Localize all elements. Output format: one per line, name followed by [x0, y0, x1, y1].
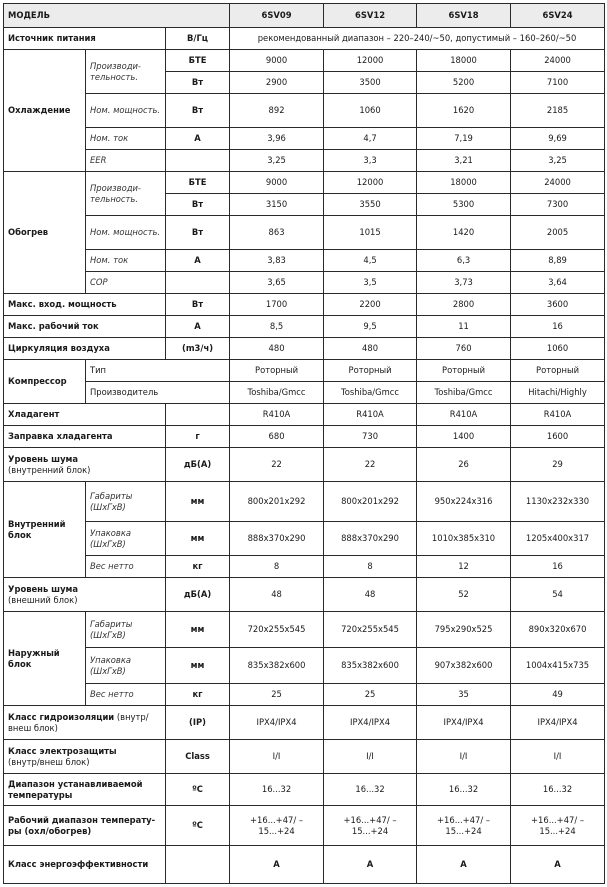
cell: 26	[417, 448, 511, 482]
cell: 5200	[417, 72, 511, 94]
outdoor-weight-row	[4, 684, 605, 706]
row-label: EER	[86, 150, 166, 172]
model-name: 6SV12	[324, 4, 417, 28]
cell: I/I	[417, 740, 511, 774]
cell: R410A	[230, 404, 324, 426]
indoor-dims-row	[4, 482, 605, 522]
row-label: Вес нетто	[86, 684, 166, 706]
cell: 9,5	[324, 316, 417, 338]
cell: 24000	[511, 50, 605, 72]
cell: 54	[511, 578, 605, 612]
cell: 8,5	[230, 316, 324, 338]
waterproof-sub: (внутр/внеш блок)	[8, 711, 149, 733]
unit: Вт	[166, 294, 230, 316]
cell: 2900	[230, 72, 324, 94]
header-row	[4, 4, 605, 28]
unit: БТЕ	[166, 172, 230, 194]
compressor-type-row	[4, 360, 605, 382]
cell: +16...+47/ –15...+24	[324, 806, 417, 846]
cell: 1620	[417, 94, 511, 128]
unit: А	[166, 128, 230, 150]
cell: Роторный	[230, 360, 324, 382]
cell: 1010x385x310	[417, 522, 511, 556]
cell: 25	[230, 684, 324, 706]
noise-in-sub: (внутренний блок)	[8, 464, 91, 475]
indoor-pack-row	[4, 522, 605, 556]
unit: мм	[166, 482, 230, 522]
cell: R410A	[417, 404, 511, 426]
cell: A	[324, 846, 417, 884]
row-label: Циркуляция воздуха	[4, 338, 166, 360]
cell: Toshiba/Gmcc	[230, 382, 324, 404]
cell: 9000	[230, 50, 324, 72]
row-label	[4, 448, 166, 482]
row-label: Заправка хладагента	[4, 426, 166, 448]
cell: 3550	[324, 194, 417, 216]
waterproof-row	[4, 706, 605, 740]
cell: 35	[417, 684, 511, 706]
empty-unit	[166, 846, 230, 884]
cell: 52	[417, 578, 511, 612]
cell: 835x382x600	[230, 648, 324, 684]
work-range-row	[4, 806, 605, 846]
cell: 4,7	[324, 128, 417, 150]
cell: 3,5	[324, 272, 417, 294]
noise-in-row	[4, 448, 605, 482]
cooling-power-row	[4, 94, 605, 128]
cell: A	[417, 846, 511, 884]
row-label	[4, 706, 166, 740]
model-label: МОДЕЛЬ	[4, 4, 230, 28]
row-label: Хладагент	[4, 404, 166, 426]
row-label: Ном. мощность.	[86, 94, 166, 128]
electric-title: Класс электрозащиты	[8, 745, 117, 756]
cell: 1205x400x317	[511, 522, 605, 556]
cell: 16	[511, 316, 605, 338]
row-label	[4, 578, 166, 612]
refrigerant-row	[4, 404, 605, 426]
model-name: 6SV24	[511, 4, 605, 28]
cell: I/I	[511, 740, 605, 774]
unit: дБ(А)	[166, 578, 230, 612]
unit: Вт	[166, 216, 230, 250]
row-label: Ном. мощность.	[86, 216, 166, 250]
cell: Роторный	[417, 360, 511, 382]
cell: 12000	[324, 172, 417, 194]
empty-unit	[166, 272, 230, 294]
noise-out-sub: (внешний блок)	[8, 594, 78, 605]
cell: 12000	[324, 50, 417, 72]
cell: 3,65	[230, 272, 324, 294]
row-label: Макс. рабочий ток	[4, 316, 166, 338]
cell: 3,21	[417, 150, 511, 172]
cell: 720x255x545	[230, 612, 324, 648]
heating-label: Обогрев	[4, 172, 86, 294]
cell: 680	[230, 426, 324, 448]
unit: мм	[166, 648, 230, 684]
charge-row	[4, 426, 605, 448]
cell: 18000	[417, 172, 511, 194]
unit: БТЕ	[166, 50, 230, 72]
noise-in-title: Уровень шума	[8, 453, 79, 464]
unit: Вт	[166, 194, 230, 216]
compressor-label: Компрессор	[4, 360, 86, 404]
noise-out-row	[4, 578, 605, 612]
cell: IPX4/IPX4	[324, 706, 417, 740]
cell: 8	[230, 556, 324, 578]
cell: 3150	[230, 194, 324, 216]
cell: 760	[417, 338, 511, 360]
cell: 3,25	[230, 150, 324, 172]
compressor-maker-row	[4, 382, 605, 404]
unit: г	[166, 426, 230, 448]
cell: 863	[230, 216, 324, 250]
cell: 3,83	[230, 250, 324, 272]
row-label: Упаковка (ШхГхВ)	[86, 648, 166, 684]
cell: +16...+47/ –15...+24	[417, 806, 511, 846]
unit: мм	[166, 612, 230, 648]
cell: 3,64	[511, 272, 605, 294]
unit: Вт	[166, 94, 230, 128]
cell: 800x201x292	[230, 482, 324, 522]
cell: 3,25	[511, 150, 605, 172]
cell: 24000	[511, 172, 605, 194]
cell: 4,5	[324, 250, 417, 272]
cell: R410A	[324, 404, 417, 426]
row-label: Габариты (ШхГхВ)	[86, 482, 166, 522]
unit: Вт	[166, 72, 230, 94]
temp-range-row	[4, 774, 605, 806]
row-label	[4, 740, 166, 774]
indoor-label: Внутренний блок	[4, 482, 86, 578]
cell: 950x224x316	[417, 482, 511, 522]
cell: 22	[324, 448, 417, 482]
max-current-row	[4, 316, 605, 338]
cell: 12	[417, 556, 511, 578]
cell: 890x320x670	[511, 612, 605, 648]
cell: 25	[324, 684, 417, 706]
unit: кг	[166, 684, 230, 706]
empty-unit	[166, 404, 230, 426]
cell: 49	[511, 684, 605, 706]
unit: (m3/ч)	[166, 338, 230, 360]
cell: R410A	[511, 404, 605, 426]
cell: 2185	[511, 94, 605, 128]
model-name: 6SV18	[417, 4, 511, 28]
cell: 16...32	[511, 774, 605, 806]
cell: 892	[230, 94, 324, 128]
empty-unit	[166, 150, 230, 172]
heating-current-row	[4, 250, 605, 272]
cell: 8	[324, 556, 417, 578]
cell: 907x382x600	[417, 648, 511, 684]
cell: 835x382x600	[324, 648, 417, 684]
cell: I/I	[230, 740, 324, 774]
cooling-current-row	[4, 128, 605, 150]
heating-capacity-label: Производи-тельность.	[86, 172, 166, 216]
cell: Hitachi/Highly	[511, 382, 605, 404]
unit: дБ(А)	[166, 448, 230, 482]
row-label: Диапазон устанавливаемой температуры	[4, 774, 166, 806]
cell: 7,19	[417, 128, 511, 150]
cell: 7100	[511, 72, 605, 94]
row-label: COP	[86, 272, 166, 294]
cell: 22	[230, 448, 324, 482]
outdoor-dims-row	[4, 612, 605, 648]
cell: 480	[324, 338, 417, 360]
row-label: Упаковка (ШхГхВ)	[86, 522, 166, 556]
row-label: Макс. вход. мощность	[4, 294, 166, 316]
cell: 16...32	[417, 774, 511, 806]
power-row	[4, 28, 605, 50]
cell: 795x290x525	[417, 612, 511, 648]
unit: А	[166, 316, 230, 338]
cell: 3,73	[417, 272, 511, 294]
cell: 888x370x290	[230, 522, 324, 556]
unit: (IP)	[166, 706, 230, 740]
row-label: Габариты (ШхГхВ)	[86, 612, 166, 648]
heating-btu-row	[4, 172, 605, 194]
heating-power-row	[4, 216, 605, 250]
cell: Роторный	[511, 360, 605, 382]
power-unit: В/Гц	[166, 28, 230, 50]
cell: 9,69	[511, 128, 605, 150]
cell: 9000	[230, 172, 324, 194]
row-label: Ном. ток	[86, 250, 166, 272]
airflow-row	[4, 338, 605, 360]
cell: 2800	[417, 294, 511, 316]
cell: 5300	[417, 194, 511, 216]
outdoor-pack-row	[4, 648, 605, 684]
cell: 1600	[511, 426, 605, 448]
cell: A	[230, 846, 324, 884]
cell: IPX4/IPX4	[417, 706, 511, 740]
power-value: рекомендованный диапазон – 220–240/~50, допустимый – 160–260/~50	[230, 28, 605, 50]
cell: 1060	[511, 338, 605, 360]
unit: кг	[166, 556, 230, 578]
cell: 3,96	[230, 128, 324, 150]
cell: 16...32	[324, 774, 417, 806]
waterproof-title: Класс гидроизоляции	[8, 711, 115, 722]
cell: A	[511, 846, 605, 884]
cell: 800x201x292	[324, 482, 417, 522]
unit: Class	[166, 740, 230, 774]
cell: 29	[511, 448, 605, 482]
cell: 720x255x545	[324, 612, 417, 648]
cell: 1015	[324, 216, 417, 250]
cell: 48	[230, 578, 324, 612]
cooling-label: Охлаждение	[4, 50, 86, 172]
cooling-btu-row	[4, 50, 605, 72]
cell: 730	[324, 426, 417, 448]
cell: IPX4/IPX4	[511, 706, 605, 740]
cell: Toshiba/Gmcc	[417, 382, 511, 404]
energy-row	[4, 846, 605, 884]
outdoor-label: Наружный блок	[4, 612, 86, 706]
unit: ºС	[166, 806, 230, 846]
cell: 16...32	[230, 774, 324, 806]
max-power-row	[4, 294, 605, 316]
cell: Toshiba/Gmcc	[324, 382, 417, 404]
cell: I/I	[324, 740, 417, 774]
row-label: Производитель	[86, 382, 230, 404]
cell: 3,3	[324, 150, 417, 172]
cell: IPX4/IPX4	[230, 706, 324, 740]
row-label: Вес нетто	[86, 556, 166, 578]
cell: 16	[511, 556, 605, 578]
model-name: 6SV09	[230, 4, 324, 28]
cell: +16...+47/ –15...+24	[230, 806, 324, 846]
heating-cop-row	[4, 272, 605, 294]
cell: 6,3	[417, 250, 511, 272]
row-label: Ном. ток	[86, 128, 166, 150]
cell: +16...+47/ –15...+24	[511, 806, 605, 846]
cell: 18000	[417, 50, 511, 72]
cell: 8,89	[511, 250, 605, 272]
row-label: Тип	[86, 360, 230, 382]
cell: 1420	[417, 216, 511, 250]
cooling-eer-row	[4, 150, 605, 172]
spec-table	[3, 3, 605, 884]
cell: Роторный	[324, 360, 417, 382]
cell: 3600	[511, 294, 605, 316]
unit: ºС	[166, 774, 230, 806]
electric-sub: (внутр/внеш блок)	[8, 756, 90, 767]
row-label: Класс энергоэффективности	[4, 846, 166, 884]
row-label: Рабочий диапазон температу-ры (охл/обогрев)	[4, 806, 166, 846]
cell: 48	[324, 578, 417, 612]
cell: 1060	[324, 94, 417, 128]
cooling-capacity-label: Производи-тельность.	[86, 50, 166, 94]
cell: 1130x232x330	[511, 482, 605, 522]
power-label: Источник питания	[4, 28, 166, 50]
cell: 1004x415x735	[511, 648, 605, 684]
cell: 480	[230, 338, 324, 360]
cell: 888x370x290	[324, 522, 417, 556]
electric-row	[4, 740, 605, 774]
cell: 11	[417, 316, 511, 338]
unit: А	[166, 250, 230, 272]
cell: 2005	[511, 216, 605, 250]
indoor-weight-row	[4, 556, 605, 578]
cell: 2200	[324, 294, 417, 316]
noise-out-title: Уровень шума	[8, 583, 79, 594]
cell: 1700	[230, 294, 324, 316]
cell: 7300	[511, 194, 605, 216]
cell: 1400	[417, 426, 511, 448]
cell: 3500	[324, 72, 417, 94]
unit: мм	[166, 522, 230, 556]
